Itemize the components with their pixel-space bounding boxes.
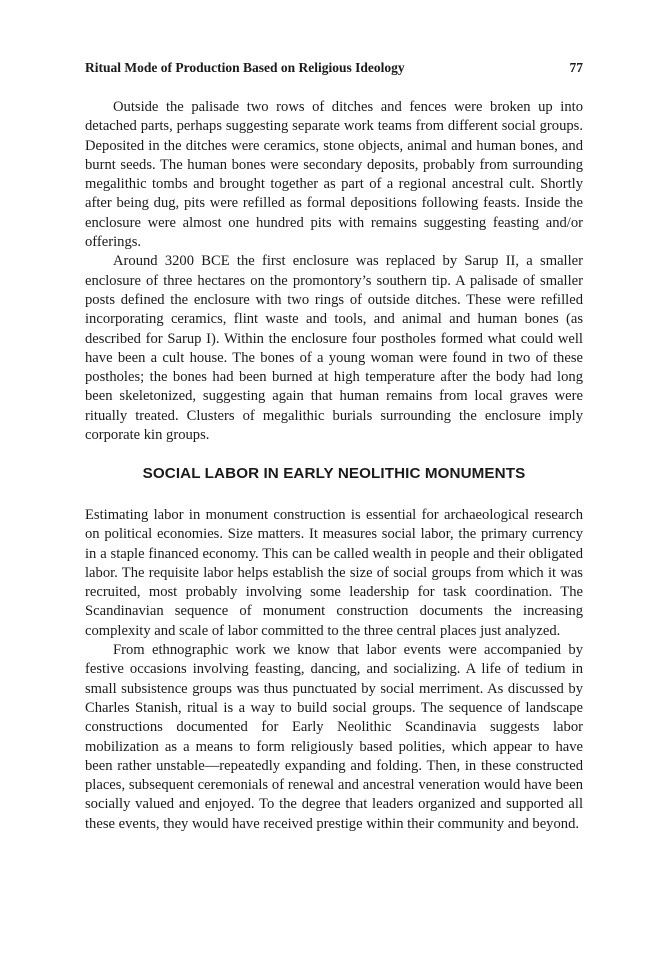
paragraph: Outside the palisade two rows of ditches and fences were broken up into detached parts, perhaps suggesting separate work teams from different social groups. Deposited in the ditches were ceramics, stone objects, animal and human bones, and burnt seeds. The human bones were secondary deposits, probably from surrounding megalithic tombs and brought together as part of a regional ancestral cult. Shortly after being dug, pits were refilled as formal depositions following feasts. Inside the enclosure were almost one hundred pits with remains suggesting feasting and/or offerings. xyxy=(85,99,583,251)
body-text-bottom xyxy=(85,506,583,834)
paragraph: Estimating labor in monument construction is essential for archaeological research on political economies. Size matters. It measures social labor, the primary currency in a staple financed economy. This can be called wealth in people and their obligated labor. The requisite labor helps establish the size of social groups from which it was recruited, most probably involving some leadership for task coordination. The Scandinavian sequence of monument construction documents the increasing complexity and scale of labor committed to the three central places just analyzed. xyxy=(85,507,583,639)
paragraph: From ethnographic work we know that labor events were accompanied by festive occasions involving feasting, dancing, and socializing. A life of tedium in small subsistence groups was thus punctuated by social merriment. As discussed by Charles Stanish, ritual is a way to build social groups. The sequence of landscape constructions documented for Early Neolithic Scandinavia suggests labor mobilization as a means to form religiously based polities, which appear to have been rather unstable—repeatedly expanding and folding. Then, in these constructed places, subsequent ceremonials of renewal and ancestral veneration would have been socially valued and enjoyed. To the degree that leaders organized and supported all these events, they would have received prestige within their community and beyond. xyxy=(85,642,583,832)
running-title: Ritual Mode of Production Based on Religious Ideology xyxy=(85,60,405,75)
running-head xyxy=(85,60,583,76)
body-text-top xyxy=(85,98,583,445)
section-heading: SOCIAL LABOR IN EARLY NEOLITHIC MONUMENTS xyxy=(142,465,526,482)
page-number: 77 xyxy=(569,60,583,75)
paragraph: Around 3200 BCE the first enclosure was replaced by Sarup II, a smaller enclosure of three hectares on the promontory’s southern tip. A palisade of smaller posts defined the enclosure with two rings of outside ditches. These were refilled incorporating ceramics, flint waste and tools, and animal and human bones (as described for Sarup I). Within the enclosure four postholes formed what could well have been a cult house. The bones of a young woman were found in two of these postholes; the bones had been burned at high temperature after the body had long been skeletonized, suggesting again that human remains from local graves were ritually treated. Clusters of megalithic burials surrounding the enclosure imply corporate kin groups. xyxy=(85,253,583,444)
